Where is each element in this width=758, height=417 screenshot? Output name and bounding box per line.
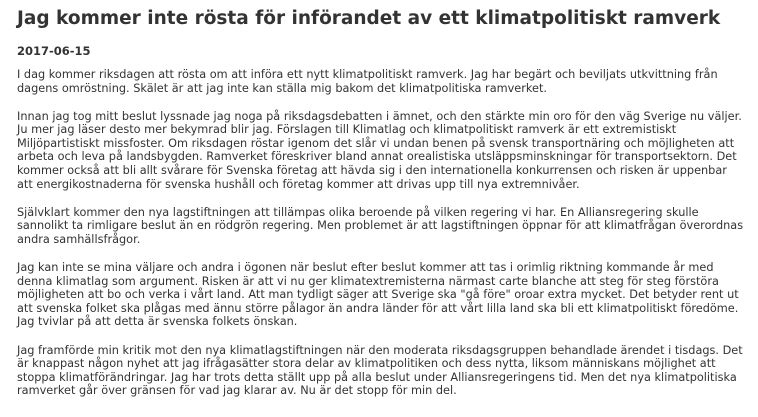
article <box>17 0 745 412</box>
article-paragraph: I dag kommer riksdagen att rösta om att införa ett nytt klimatpolitiskt ramverk. Jag har begärt och beviljats utkvittning från dagens omröstning. Skälet är att jag inte kan ställa mig bakom det klimatpolitiska ramverket. <box>17 68 718 95</box>
article-paragraph: Jag kan inte se mina väljare och andra i ögonen när beslut efter beslut kommer att tas i orimlig riktning kommande år med denna klimatlag som argument. Risken är att vi nu ger klimatextremisterna närmast carte blanche att steg för steg förstöra möjligheten att bo och verka i vårt land. Att man tydligt säger att Sverige ska "gå före" oroar extra mycket. Det betyder rent ut att svenska folket ska plågas med ännu större pålagor än andra länder för att vårt lilla land ska bli ett klimatpolitiskt föredöme. Jag tvivlar på att detta är svenska folkets önskan. <box>17 261 739 329</box>
article-date: 2017-06-15 <box>17 44 91 58</box>
article-paragraph: Innan jag tog mitt beslut lyssnade jag noga på riksdagsdebatten i ämnet, och den stärkte min oro för den väg Sverige nu väljer. Ju mer jag läser desto mer bekymrad blir jag. Förslagen till Klimatlag och klimatpolitiskt ramverk är ett extremistiskt Miljöpartistiskt missfoster. Om riksdagen röstar igenom det slår vi undan benen på svensk transportnäring och möjligheten att arbeta och leva på landsbygden. Ramverket föreskriver bland annat orealistiska utsläppsminskningar för transportsektorn. Det kommer också att bli allt svårare för Svenska företag att hävda sig i den internationella konkurrensen och risken är uppenbar att energikostnaderna för svenska hushåll och företag kommer att drivas upp till nya extremnivåer. <box>17 109 742 191</box>
article-title: Jag kommer inte rösta för införandet av ett klimatpolitiskt ramverk <box>17 8 721 29</box>
article-paragraph: Jag framförde min kritik mot den nya klimatlagstiftningen när den moderata riksdagsgruppen behandlade ärendet i tisdags. Det är knappast någon nyhet att jag ifrågasätter stora delar av klimatpolitiken och dess nytta, liksom människans möjlighet att stoppa klimatförändringar. Jag har trots detta ställt upp på alla beslut under Alliansregeringens tid. Men det nya klimatpolitiska ramverket går över gränsen för vad jag klarar av. Nu är det stopp för min del. <box>17 343 743 398</box>
article-body <box>17 68 745 398</box>
article-paragraph: Självklart kommer den nya lagstiftningen att tillämpas olika beroende på vilken regering vi har. En Alliansregering skulle sannolikt ta rimligare beslut än en rödgrön regering. Men problemet är att lagstiftningen öppnar för att klimatfrågan överordnas andra samhällsfrågor. <box>17 205 744 246</box>
